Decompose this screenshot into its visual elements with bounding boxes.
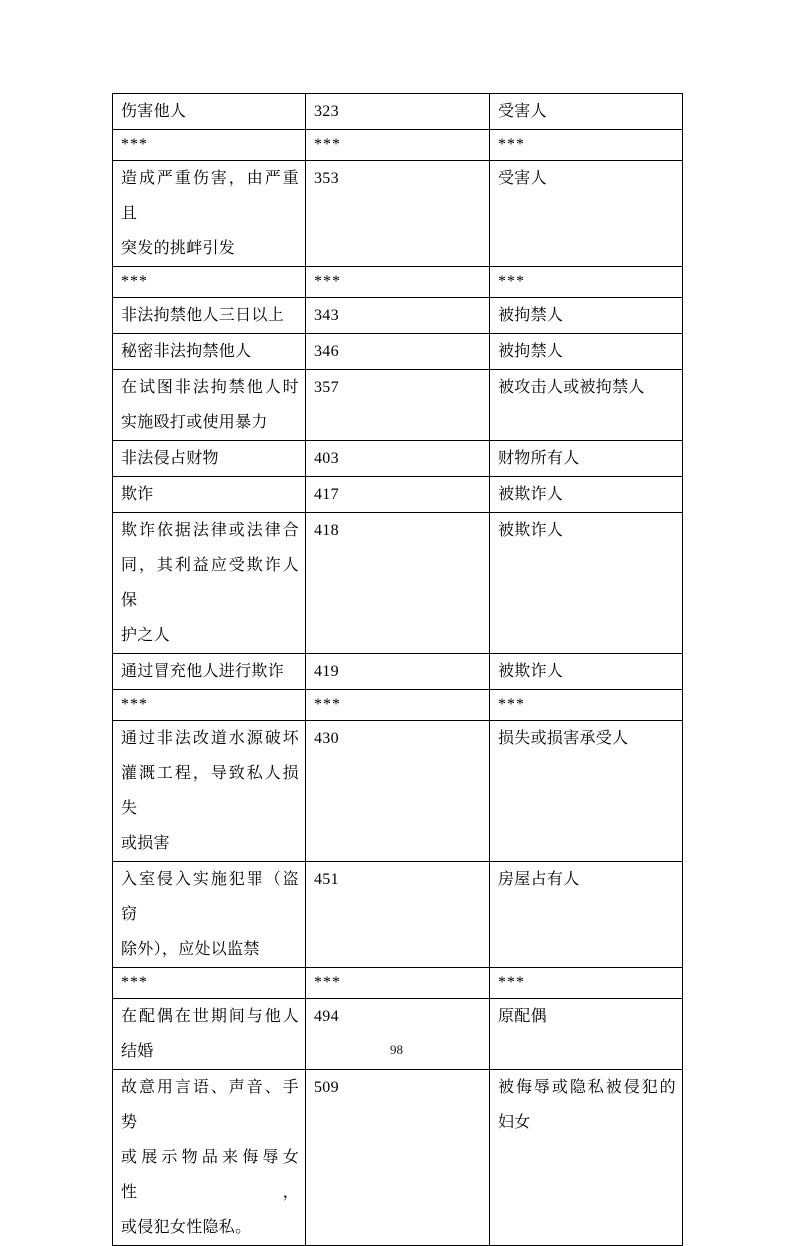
col3-cell <box>490 477 683 513</box>
col3-cell <box>490 1070 683 1246</box>
table-row <box>113 1070 683 1246</box>
cell-line: 入室侵入实施犯罪（盗窃 <box>121 871 299 923</box>
page-number: 98 <box>390 1042 403 1057</box>
col1-cell <box>113 334 306 370</box>
col2-cell <box>306 862 490 968</box>
cell-line: 在试图非法拘禁他人时 <box>121 379 299 396</box>
cell-line: *** <box>314 273 341 290</box>
cell-line: 欺诈 <box>121 486 154 503</box>
table-row <box>113 298 683 334</box>
col1-cell <box>113 267 306 298</box>
cell-line: 突发的挑衅引发 <box>121 240 236 257</box>
col1-cell <box>113 721 306 862</box>
cell-line: 被拘禁人 <box>498 307 564 324</box>
cell-line: 被攻击人或被拘禁人 <box>498 379 645 396</box>
offence-table <box>112 93 683 1246</box>
cell-line: 通过非法改道水源破坏 <box>121 730 299 747</box>
cell-line: 346 <box>314 343 339 360</box>
cell-line: 或损害 <box>121 835 170 852</box>
col3-cell <box>490 334 683 370</box>
col1-cell <box>113 130 306 161</box>
col3-cell <box>490 968 683 999</box>
cell-line: 或展示物品来侮辱女性， <box>121 1149 299 1201</box>
cell-line: 非法拘禁他人三日以上 <box>121 307 285 324</box>
cell-line: 被欺诈人 <box>498 522 564 539</box>
table-row <box>113 441 683 477</box>
cell-line: 伤害他人 <box>121 103 187 120</box>
col1-cell <box>113 999 306 1070</box>
cell-line: *** <box>498 696 525 713</box>
cell-line: 护之人 <box>121 627 170 644</box>
col3-cell <box>490 94 683 130</box>
table-row <box>113 334 683 370</box>
col2-cell <box>306 690 490 721</box>
cell-line: *** <box>498 136 525 153</box>
cell-line: *** <box>498 273 525 290</box>
cell-line: 房屋占有人 <box>498 871 580 888</box>
col1-cell <box>113 968 306 999</box>
col3-cell <box>490 130 683 161</box>
table-body <box>113 94 683 1246</box>
cell-line: 故意用言语、声音、手势 <box>121 1079 299 1131</box>
cell-line: 在配偶在世期间与他人 <box>121 1008 299 1025</box>
table-row <box>113 862 683 968</box>
col2-cell <box>306 94 490 130</box>
col1-cell <box>113 513 306 654</box>
table-row <box>113 513 683 654</box>
col1-cell <box>113 161 306 267</box>
table-row <box>113 968 683 999</box>
col3-cell <box>490 654 683 690</box>
col2-cell <box>306 370 490 441</box>
col3-cell <box>490 513 683 654</box>
table-row <box>113 161 683 267</box>
col1-cell <box>113 441 306 477</box>
col2-cell <box>306 161 490 267</box>
cell-line: 343 <box>314 307 339 324</box>
col3-cell <box>490 721 683 862</box>
col3-cell <box>490 441 683 477</box>
cell-line: 原配偶 <box>498 1008 547 1025</box>
cell-line: 或侵犯女性隐私。 <box>121 1219 252 1236</box>
cell-line: 结婚 <box>121 1043 154 1060</box>
cell-line: *** <box>121 974 148 991</box>
col1-cell <box>113 1070 306 1246</box>
cell-line: 被侮辱或隐私被侵犯的 <box>498 1079 676 1096</box>
cell-line: 509 <box>314 1079 339 1096</box>
cell-line: 损失或损害承受人 <box>498 730 629 747</box>
cell-line: *** <box>314 974 341 991</box>
col1-cell <box>113 862 306 968</box>
col2-cell <box>306 968 490 999</box>
cell-line: 同，其利益应受欺诈人保 <box>121 557 299 609</box>
col3-cell <box>490 999 683 1070</box>
cell-line: *** <box>314 696 341 713</box>
cell-line: 造成严重伤害，由严重且 <box>121 170 299 222</box>
cell-line: 受害人 <box>498 103 547 120</box>
col2-cell <box>306 267 490 298</box>
col1-cell <box>113 94 306 130</box>
cell-line: *** <box>121 273 148 290</box>
cell-line: 323 <box>314 103 339 120</box>
col2-cell <box>306 130 490 161</box>
table-row <box>113 690 683 721</box>
cell-line: *** <box>121 136 148 153</box>
col2-cell <box>306 513 490 654</box>
table-row <box>113 654 683 690</box>
cell-line: 除外），应处以监禁 <box>121 941 260 958</box>
table-row <box>113 94 683 130</box>
col3-cell <box>490 370 683 441</box>
col1-cell <box>113 370 306 441</box>
col3-cell <box>490 161 683 267</box>
col1-cell <box>113 298 306 334</box>
cell-line: 灌溉工程，导致私人损失 <box>121 765 299 817</box>
col2-cell <box>306 298 490 334</box>
cell-line: *** <box>498 974 525 991</box>
cell-line: 财物所有人 <box>498 450 580 467</box>
col1-cell <box>113 690 306 721</box>
cell-line: 被欺诈人 <box>498 486 564 503</box>
col3-cell <box>490 690 683 721</box>
col2-cell <box>306 721 490 862</box>
col2-cell <box>306 334 490 370</box>
cell-line: 417 <box>314 486 339 503</box>
col1-cell <box>113 654 306 690</box>
cell-line: 秘密非法拘禁他人 <box>121 343 252 360</box>
table-row <box>113 721 683 862</box>
cell-line: 受害人 <box>498 170 547 187</box>
cell-line: 欺诈依据法律或法律合 <box>121 522 299 539</box>
table-row <box>113 370 683 441</box>
col2-cell <box>306 477 490 513</box>
cell-line: 418 <box>314 522 339 539</box>
cell-line: 403 <box>314 450 339 467</box>
cell-line: 353 <box>314 170 339 187</box>
cell-line: 非法侵占财物 <box>121 450 219 467</box>
col2-cell <box>306 441 490 477</box>
table-row <box>113 999 683 1070</box>
cell-line: 实施殴打或使用暴力 <box>121 414 268 431</box>
col3-cell <box>490 298 683 334</box>
cell-line: 419 <box>314 663 339 680</box>
cell-line: *** <box>314 136 341 153</box>
col3-cell <box>490 267 683 298</box>
table-row <box>113 130 683 161</box>
cell-line: 494 <box>314 1008 339 1025</box>
col2-cell <box>306 1070 490 1246</box>
col2-cell <box>306 999 490 1070</box>
cell-line: 357 <box>314 379 339 396</box>
col1-cell <box>113 477 306 513</box>
col3-cell <box>490 862 683 968</box>
col2-cell <box>306 654 490 690</box>
cell-line: 被欺诈人 <box>498 663 564 680</box>
table-row <box>113 267 683 298</box>
cell-line: *** <box>121 696 148 713</box>
cell-line: 被拘禁人 <box>498 343 564 360</box>
table-row <box>113 477 683 513</box>
cell-line: 451 <box>314 871 339 888</box>
cell-line: 通过冒充他人进行欺诈 <box>121 663 285 680</box>
cell-line: 430 <box>314 730 339 747</box>
cell-line: 妇女 <box>498 1114 531 1131</box>
